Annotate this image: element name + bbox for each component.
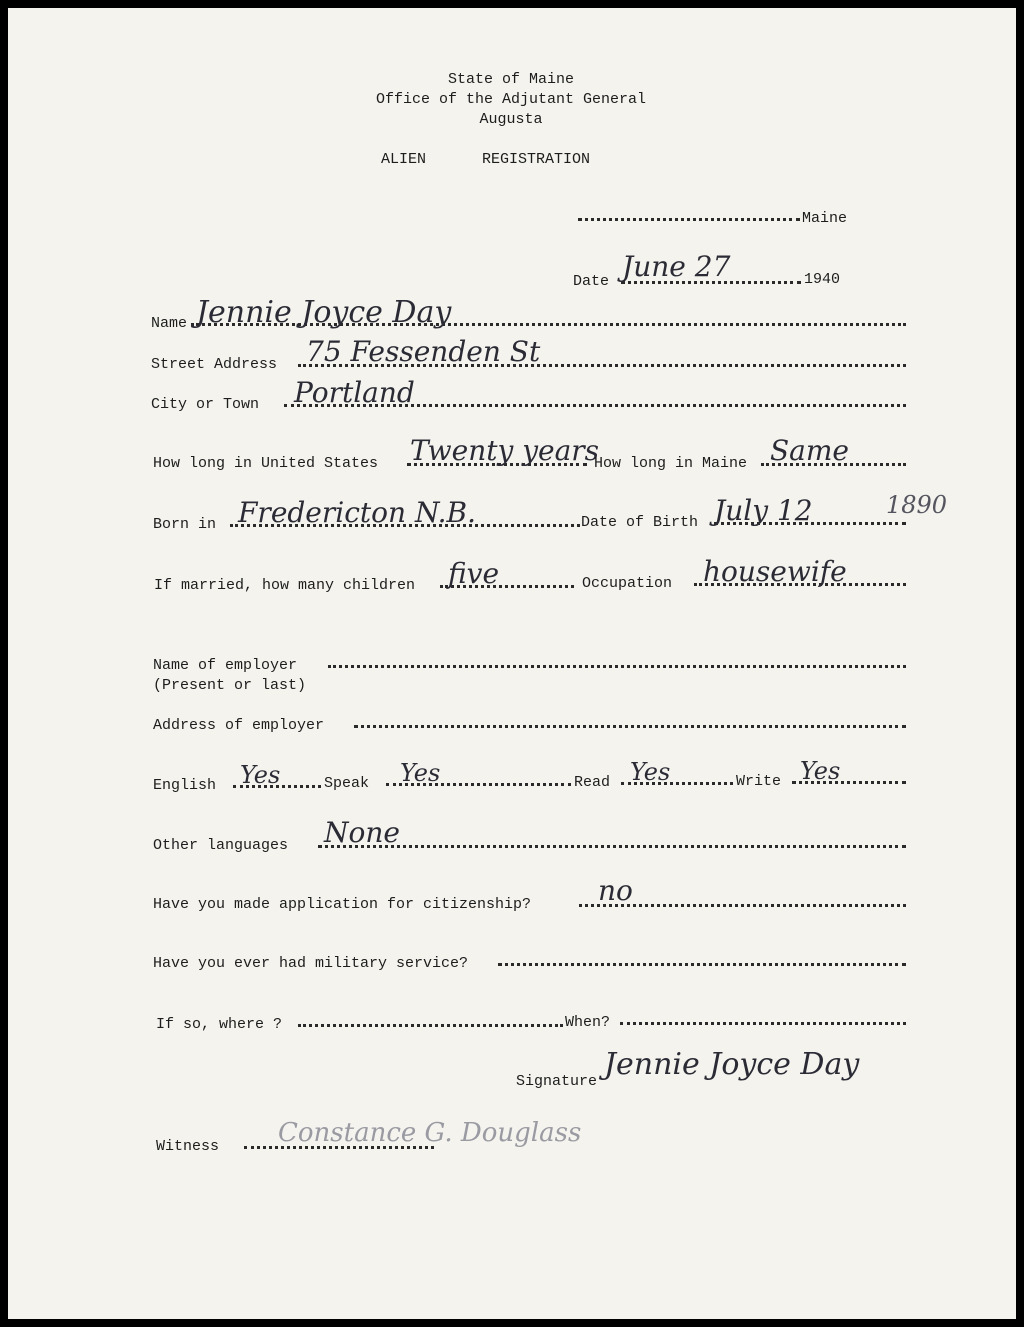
header-state: State of Maine [447,71,575,88]
date-year: 1940 [804,271,841,288]
speak-label: Speak [324,775,370,792]
header-office: Office of the Adjutant General [375,91,647,108]
dob-label: Date of Birth [581,514,699,531]
children-label: If married, how many children [154,577,416,594]
military-line [498,963,906,966]
city-value: Portland [294,376,415,409]
other-languages-label: Other languages [153,837,289,854]
name-label: Name [151,315,188,332]
english-label: English [153,777,217,794]
employer-address-label: Address of employer [153,717,325,734]
place-suffix: Maine [802,210,848,227]
write-value: Yes [800,757,841,785]
citizenship-label: Have you made application for citizenship? [153,896,532,913]
date-label: Date [573,273,610,290]
header-city: Augusta [479,111,543,128]
other-languages-value: None [324,816,400,849]
us-time-value: Twenty years [410,434,600,467]
english-value: Yes [240,761,281,789]
dob-value: July 12 [714,494,813,527]
other-languages-line [318,845,906,848]
street-label: Street Address [151,356,278,373]
occupation-label: Occupation [582,575,673,592]
occupation-value: housewife [703,555,847,588]
date-value: June 27 [622,250,731,283]
registration-form [8,8,1016,1319]
place-line [578,218,800,221]
street-value: 75 Fessenden St [306,335,541,368]
employer-address-line [354,725,906,728]
where-line [298,1024,563,1027]
maine-time-label: How long in Maine [594,455,748,472]
employer-line [328,665,906,668]
form-title-alien: ALIEN [381,151,427,168]
speak-value: Yes [400,759,441,787]
city-label: City or Town [151,396,260,413]
witness-label: Witness [156,1138,220,1155]
where-label: If so, where ? [156,1016,283,1033]
employer-label: Name of employer [153,657,298,674]
witness-value: Constance G. Douglass [278,1118,582,1148]
read-value: Yes [630,758,671,786]
citizenship-value: no [598,874,633,907]
name-value: Jennie Joyce Day [196,295,452,330]
military-label: Have you ever had military service? [153,955,469,972]
us-time-label: How long in United States [153,455,379,472]
dob-year: 1890 [886,491,948,519]
signature-value: Jennie Joyce Day [604,1047,860,1082]
maine-time-value: Same [770,434,849,467]
signature-label: Signature [516,1073,598,1090]
form-title-registration: REGISTRATION [482,151,591,168]
born-label: Born in [153,516,217,533]
read-label: Read [574,774,611,791]
employer-sublabel: (Present or last) [153,677,307,694]
write-label: Write [736,773,782,790]
born-value: Fredericton N.B. [238,496,477,529]
when-label: When? [565,1014,611,1031]
children-value: five [448,557,500,590]
when-line [620,1022,906,1025]
